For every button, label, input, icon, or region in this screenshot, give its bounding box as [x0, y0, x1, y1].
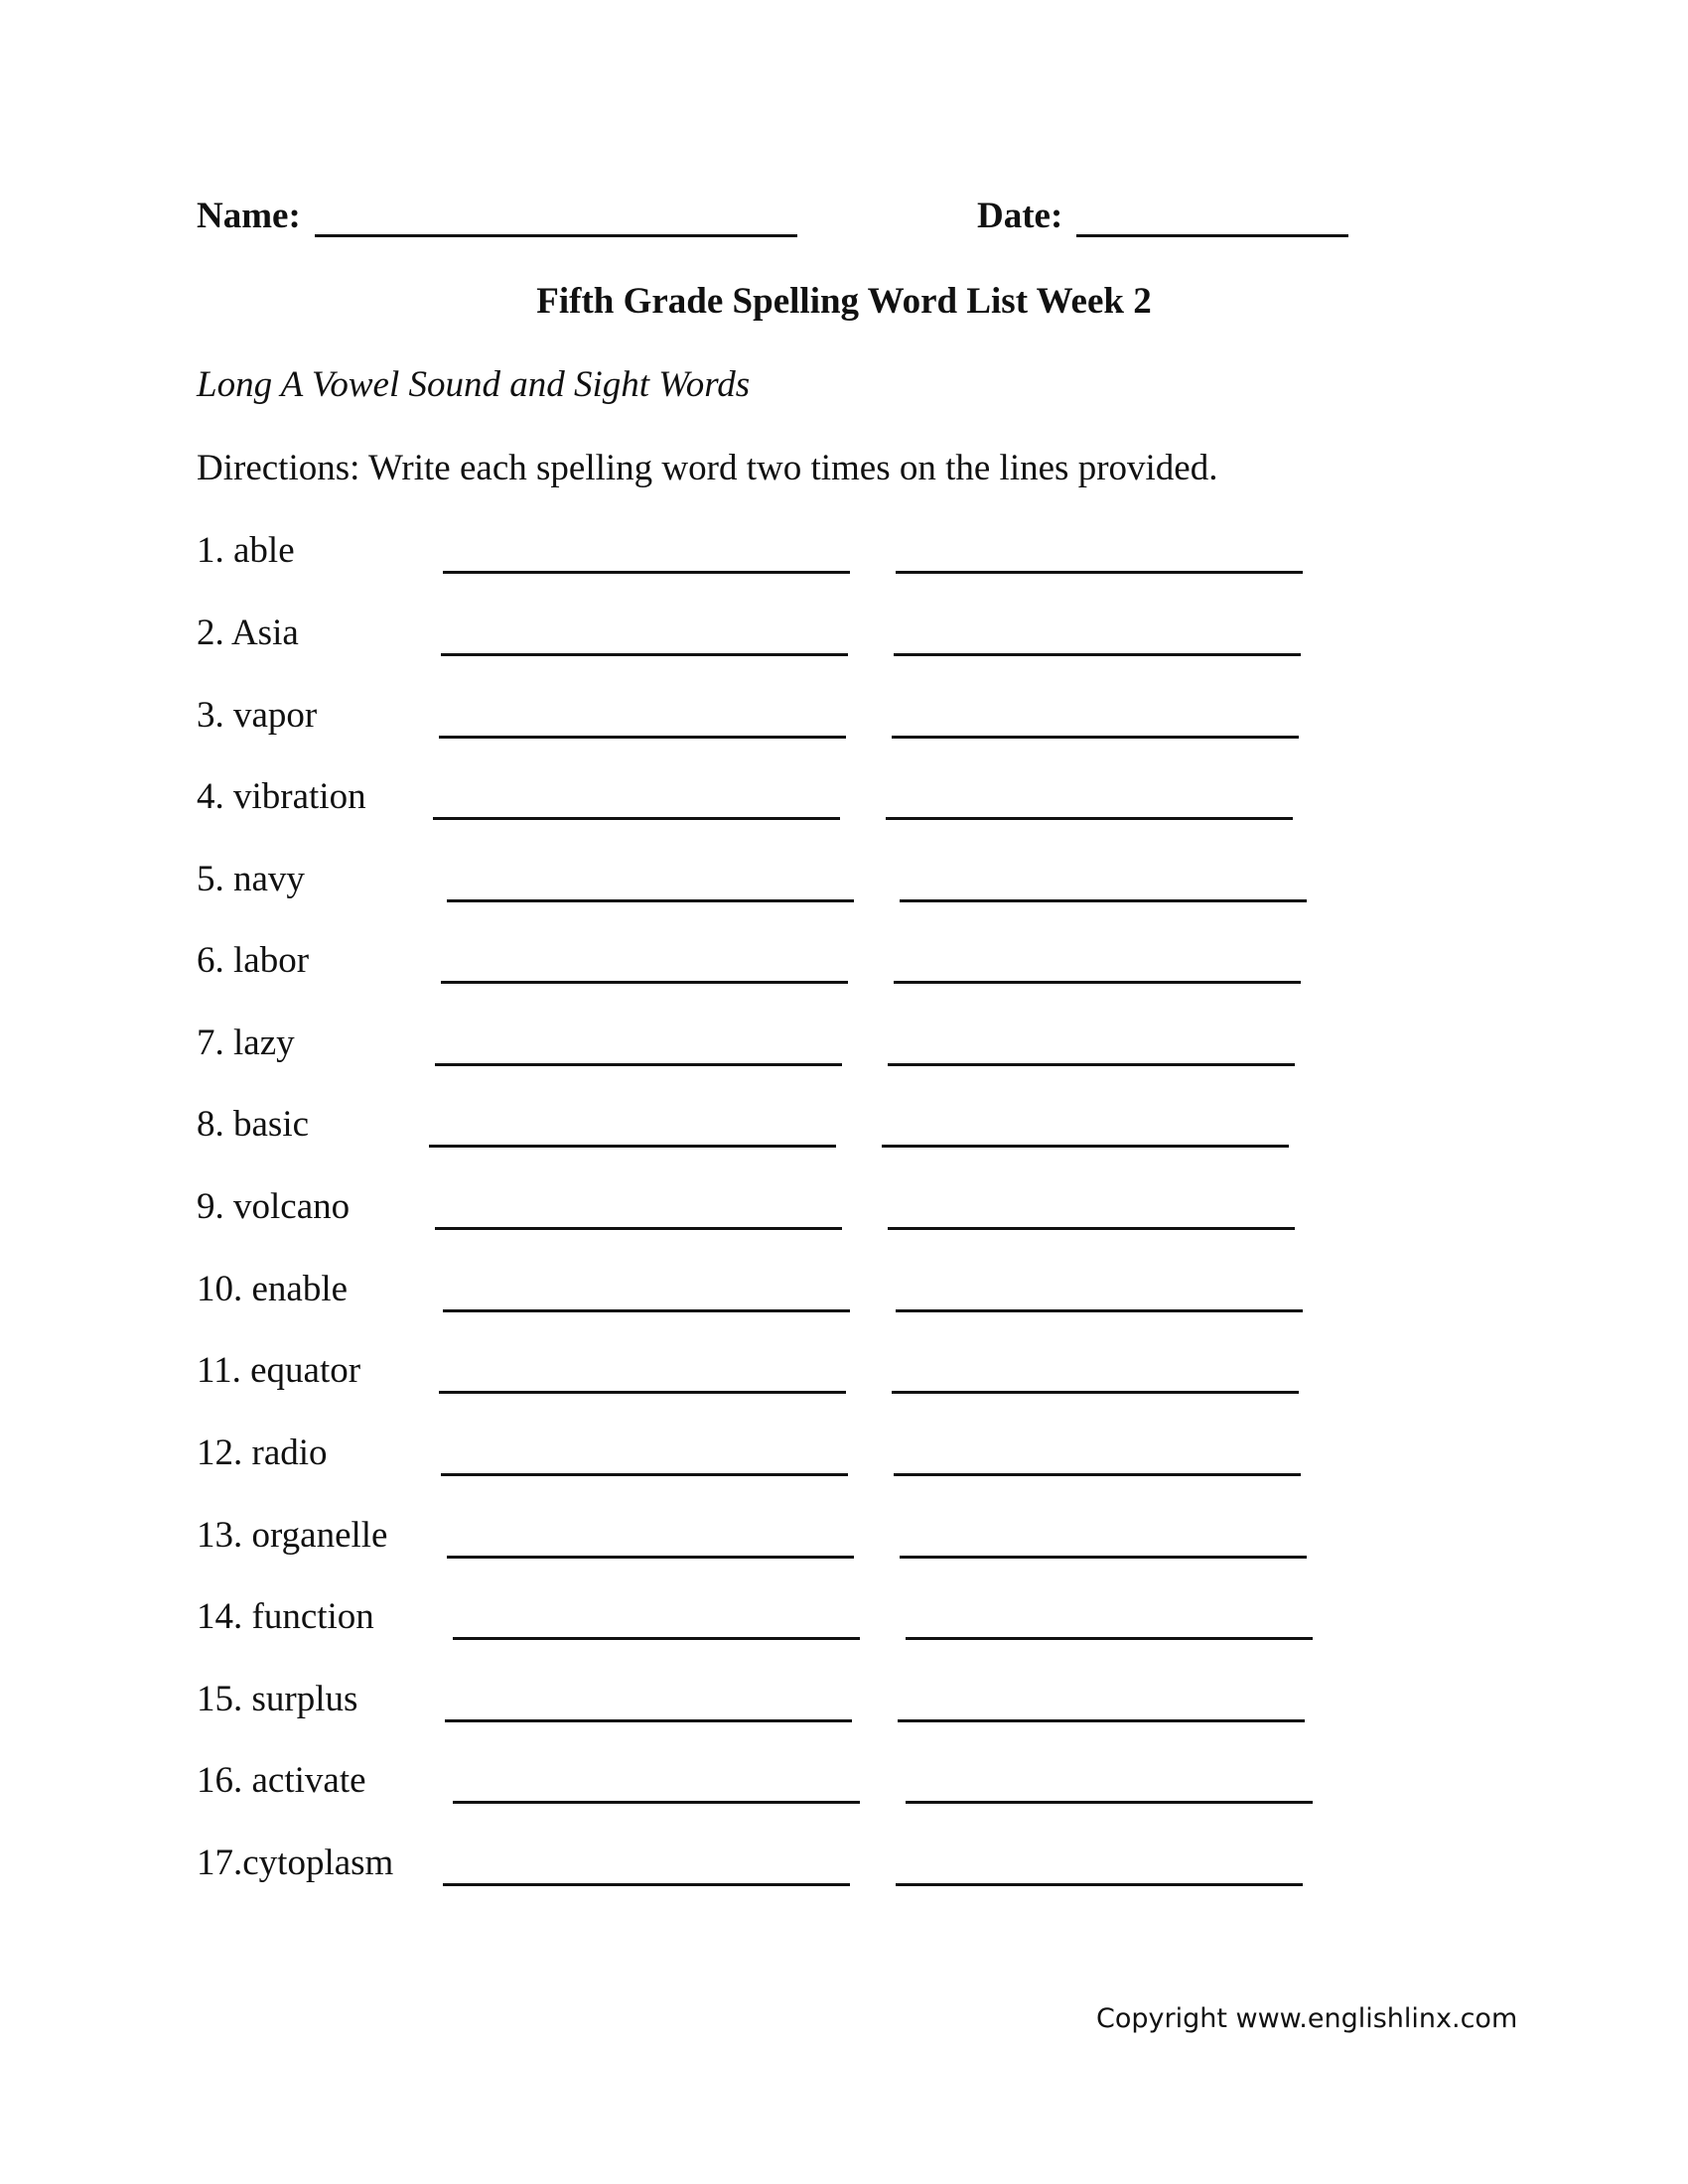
spelling-word: 9. volcano	[197, 1186, 351, 1227]
name-label: Name:	[197, 196, 301, 236]
spelling-word: 8. basic	[197, 1104, 310, 1145]
answer-line-first[interactable]	[443, 1309, 850, 1312]
answer-line-first[interactable]	[453, 1637, 860, 1640]
date-label: Date:	[977, 196, 1063, 236]
word-row	[197, 1759, 1338, 1809]
answer-line-first[interactable]	[453, 1801, 860, 1804]
worksheet-directions: Directions: Write each spelling word two times on the lines provided.	[197, 448, 1218, 488]
answer-line-second[interactable]	[888, 1063, 1295, 1066]
spelling-word: 4. vibration	[197, 776, 366, 817]
word-row	[197, 1349, 1338, 1399]
answer-line-second[interactable]	[886, 817, 1293, 820]
word-row	[197, 775, 1338, 825]
answer-line-second[interactable]	[892, 1391, 1299, 1394]
answer-line-first[interactable]	[441, 981, 848, 984]
spelling-word: 13. organelle	[197, 1515, 388, 1556]
word-row	[197, 858, 1338, 907]
word-row	[197, 1432, 1338, 1481]
word-row	[197, 1678, 1338, 1727]
spelling-word: 14. function	[197, 1596, 374, 1637]
answer-line-first[interactable]	[439, 1391, 846, 1394]
spelling-word: 16. activate	[197, 1760, 366, 1801]
word-row	[197, 612, 1338, 661]
word-row	[197, 939, 1338, 989]
answer-line-second[interactable]	[894, 1473, 1301, 1476]
word-row	[197, 1595, 1338, 1645]
word-row	[197, 1514, 1338, 1564]
copyright-notice: Copyright www.englishlinx.com	[1096, 2003, 1518, 2034]
word-row	[197, 1268, 1338, 1317]
spelling-word: 6. labor	[197, 940, 310, 981]
worksheet-subtitle: Long A Vowel Sound and Sight Words	[197, 364, 751, 405]
answer-line-second[interactable]	[900, 899, 1307, 902]
answer-line-second[interactable]	[906, 1637, 1313, 1640]
answer-line-second[interactable]	[882, 1145, 1289, 1148]
answer-line-first[interactable]	[441, 1473, 848, 1476]
answer-line-second[interactable]	[888, 1227, 1295, 1230]
spelling-word: 5. navy	[197, 859, 305, 899]
spelling-word: 10. enable	[197, 1269, 349, 1309]
spelling-word: 7. lazy	[197, 1023, 295, 1063]
word-row	[197, 1103, 1338, 1153]
answer-line-first[interactable]	[435, 1227, 842, 1230]
answer-line-first[interactable]	[447, 1556, 854, 1559]
answer-line-first[interactable]	[447, 899, 854, 902]
worksheet-title: Fifth Grade Spelling Word List Week 2	[536, 281, 1152, 322]
spelling-word: 3. vapor	[197, 695, 318, 736]
answer-line-first[interactable]	[441, 653, 848, 656]
answer-line-first[interactable]	[429, 1145, 836, 1148]
answer-line-first[interactable]	[443, 571, 850, 574]
answer-line-first[interactable]	[445, 1719, 852, 1722]
answer-line-second[interactable]	[896, 571, 1303, 574]
answer-line-second[interactable]	[898, 1719, 1305, 1722]
answer-line-first[interactable]	[439, 736, 846, 739]
answer-line-second[interactable]	[894, 981, 1301, 984]
word-row	[197, 529, 1338, 579]
answer-line-second[interactable]	[896, 1883, 1303, 1886]
spelling-word: 11. equator	[197, 1350, 361, 1391]
word-row	[197, 1022, 1338, 1071]
spelling-word: 17.cytoplasm	[197, 1843, 394, 1883]
word-row	[197, 694, 1338, 744]
answer-line-second[interactable]	[892, 736, 1299, 739]
answer-line-second[interactable]	[900, 1556, 1307, 1559]
spelling-word: 12. radio	[197, 1433, 328, 1473]
word-row	[197, 1842, 1338, 1891]
answer-line-second[interactable]	[906, 1801, 1313, 1804]
answer-line-first[interactable]	[435, 1063, 842, 1066]
answer-line-first[interactable]	[443, 1883, 850, 1886]
spelling-word: 2. Asia	[197, 613, 299, 653]
word-row	[197, 1185, 1338, 1235]
answer-line-second[interactable]	[896, 1309, 1303, 1312]
answer-line-second[interactable]	[894, 653, 1301, 656]
spelling-word: 1. able	[197, 530, 295, 571]
answer-line-first[interactable]	[433, 817, 840, 820]
spelling-word: 15. surplus	[197, 1679, 358, 1719]
